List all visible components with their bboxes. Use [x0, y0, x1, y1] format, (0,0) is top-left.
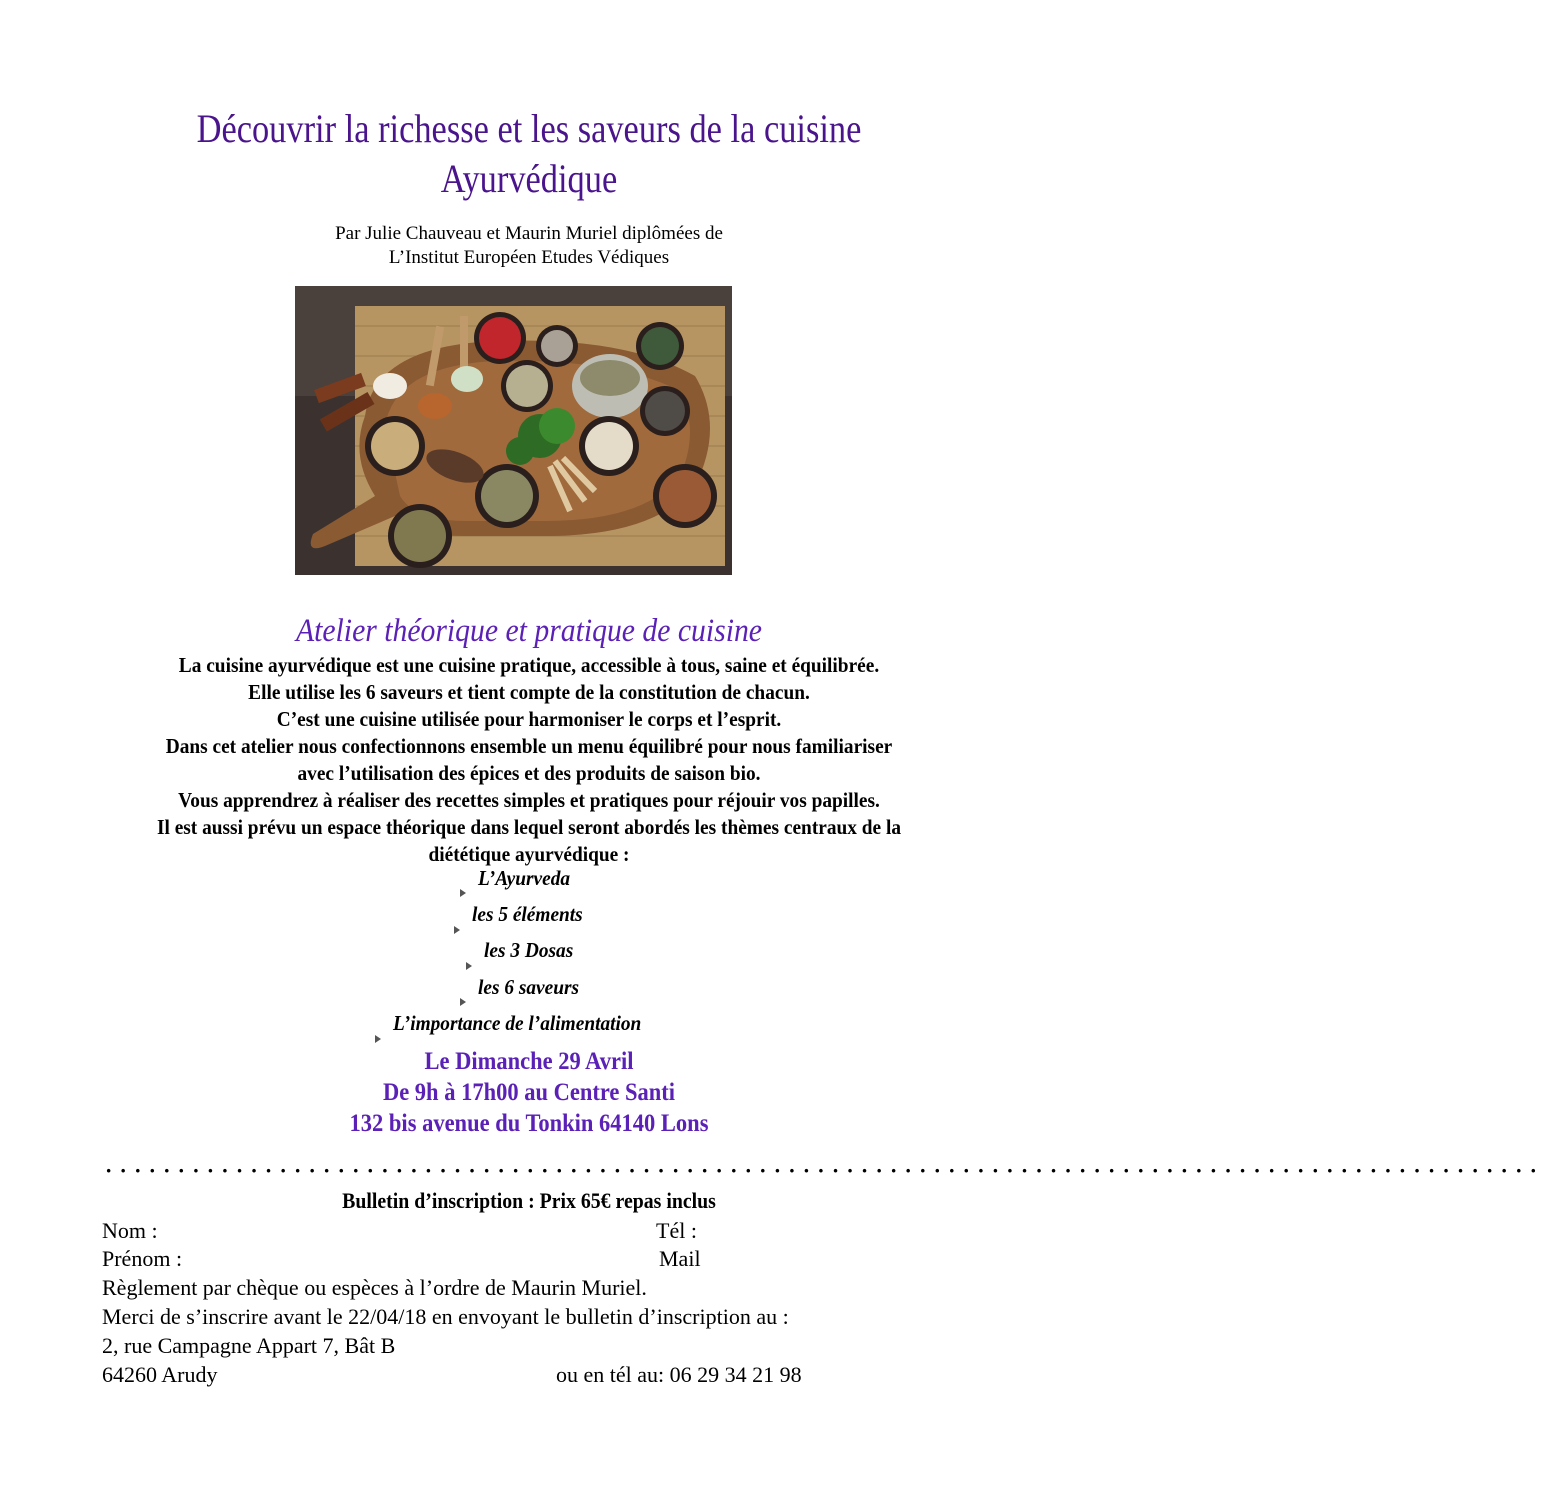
event-details	[0, 1046, 1058, 1139]
event-time-place: De 9h à 17h00 au Centre Santi	[382, 1079, 676, 1106]
bullet-icon	[460, 998, 466, 1006]
prenom-label: Prénom :	[102, 1246, 183, 1271]
topic-item: les 3 Dosas	[484, 938, 574, 962]
description-line: Il est aussi prévu un espace théorique dans lequel seront abordés les thèmes centraux de la	[156, 815, 902, 839]
description-line: C’est une cuisine utilisée pour harmoniser le corps et l’esprit.	[276, 707, 782, 731]
description-line: avec l’utilisation des épices et des produits de saison bio.	[297, 761, 761, 785]
postal-address-line-1: 2, rue Campagne Appart 7, Bât B	[102, 1333, 396, 1358]
nom-label: Nom :	[102, 1218, 158, 1243]
topic-item: L’importance de l’alimentation	[393, 1011, 642, 1035]
topic-item: les 5 éléments	[472, 902, 583, 926]
workshop-subtitle: Atelier théorique et pratique de cuisine	[295, 613, 763, 649]
spices-photo	[295, 286, 732, 575]
bullet-icon	[454, 926, 460, 934]
mail-label: Mail	[659, 1246, 701, 1271]
topic-item: L’Ayurveda	[478, 866, 571, 890]
byline-line-2: L’Institut Européen Etudes Védiques	[388, 247, 670, 268]
tel-label: Tél :	[656, 1218, 697, 1243]
bullet-icon	[466, 962, 472, 970]
description-line: Dans cet atelier nous confectionnons ensemble un menu équilibré pour nous familiariser	[165, 734, 893, 758]
title-line-2: Ayurvédique	[440, 156, 618, 201]
registration-deadline: Merci de s’inscrire avant le 22/04/18 en envoyant le bulletin d’inscription au :	[102, 1304, 789, 1329]
event-address: 132 bis avenue du Tonkin 64140 Lons	[349, 1110, 709, 1137]
description-line: La cuisine ayurvédique est une cuisine pratique, accessible à tous, saine et équilibrée.	[178, 653, 880, 677]
description-line: Vous apprendrez à réaliser des recettes simples et pratiques pour réjouir vos papilles.	[178, 788, 880, 812]
page-title	[74, 104, 984, 204]
bullet-icon	[375, 1035, 381, 1043]
event-date: Le Dimanche 29 Avril	[424, 1048, 634, 1075]
bullet-icon	[460, 889, 466, 897]
payment-info: Règlement par chèque ou espèces à l’ordre de Maurin Muriel.	[102, 1275, 647, 1300]
description-line: Elle utilise les 6 saveurs et tient compte de la constitution de chacun.	[248, 680, 810, 704]
postal-address-line-2: 64260 Arudy	[102, 1362, 218, 1387]
dotted-separator: ···································································································	[105, 1158, 1544, 1183]
topic-item: les 6 saveurs	[478, 975, 580, 999]
form-title: Bulletin d’inscription : Prix 65€ repas inclus	[342, 1188, 716, 1213]
description	[0, 652, 1058, 868]
title-line-1: Découvrir la richesse et les saveurs de la cuisine	[196, 106, 862, 151]
byline-line-1: Par Julie Chauveau et Maurin Muriel diplômées de	[335, 223, 723, 244]
byline	[0, 222, 1058, 270]
contact-phone: ou en tél au: 06 29 34 21 98	[556, 1362, 802, 1387]
description-line: diététique ayurvédique :	[428, 842, 630, 866]
